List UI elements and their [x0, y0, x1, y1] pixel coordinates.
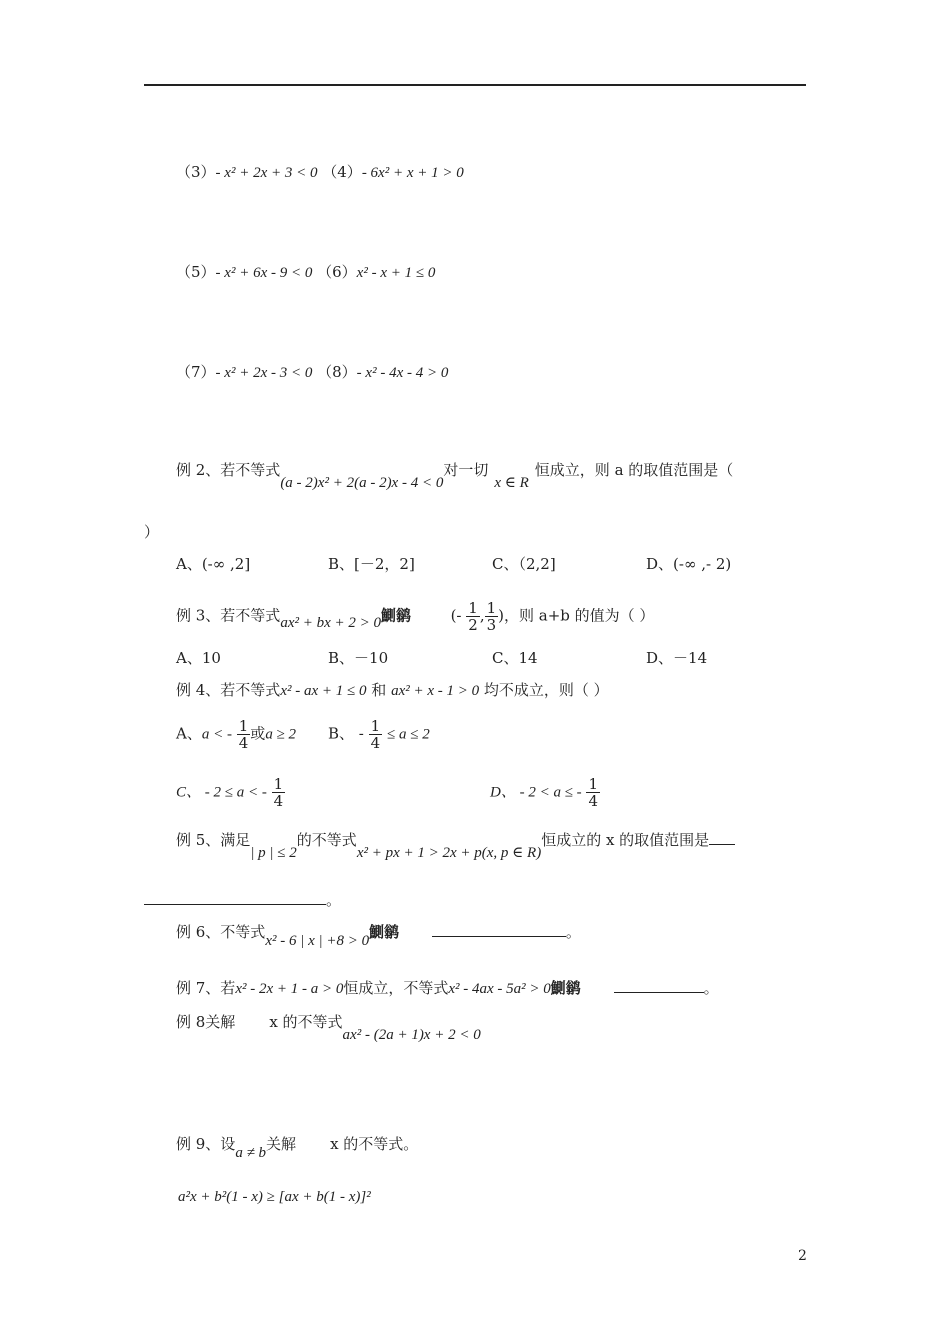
inequality: x² - 2x + 1 - a > 0 — [235, 981, 344, 997]
inequality: - 6x² + x + 1 > 0 — [361, 165, 464, 181]
condition: a ≠ b — [235, 1145, 267, 1161]
sub-item-label: （4） — [322, 163, 362, 181]
text: 。 — [326, 891, 342, 909]
fraction — [466, 600, 480, 633]
sub-item-label: （7） — [176, 363, 216, 381]
denominator: 4 — [273, 792, 284, 810]
sub-item-label: （8） — [317, 363, 357, 381]
text: 例 8关解 — [176, 1013, 236, 1031]
inequality: - x² + 2x + 3 < 0 — [215, 165, 318, 181]
text: ，则 a+b 的值为（ ） — [504, 606, 655, 625]
inequality: - x² + 2x - 3 < 0 — [215, 365, 313, 381]
text: x 的不等式 — [269, 1013, 343, 1031]
garbled-text: 鰂鹟 — [550, 979, 581, 997]
numerator: 1 — [468, 599, 478, 617]
answer-blank[interactable] — [614, 978, 704, 993]
text: 恒成立的 x 的取值范围是 — [541, 831, 710, 849]
option-d: D、(-∞ ,- 2) — [646, 555, 732, 573]
fraction — [237, 718, 251, 751]
option-b — [328, 718, 430, 751]
inequality: x² + px + 1 > 2x + p(x, p ∈ R) — [356, 845, 542, 861]
option-a — [176, 718, 296, 751]
numerator: 1 — [486, 599, 497, 617]
text: 恒成立，不等式 — [343, 979, 449, 997]
text: ) — [498, 606, 505, 625]
option-d — [490, 776, 600, 809]
denominator: 4 — [370, 734, 381, 752]
inequality: x² - 6 | x | +8 > 0 — [265, 933, 370, 949]
example-9-inequality — [178, 1186, 371, 1207]
text: 例 6、不等式 — [176, 923, 266, 941]
sub-item-row-3-4 — [176, 162, 464, 183]
option-c: C、14 — [492, 649, 538, 667]
denominator: 4 — [238, 734, 249, 752]
inequality: a < - — [201, 726, 232, 743]
text: 例 2、若不等式 — [176, 461, 281, 479]
page-number: 2 — [798, 1248, 807, 1264]
example-9-text — [176, 1134, 419, 1161]
header-rule — [144, 84, 806, 86]
inequality: ax² - (2a + 1)x + 2 < 0 — [342, 1027, 481, 1043]
inequality: x² - 4ax - 5a² > 0 — [448, 981, 551, 997]
text: 关解 — [266, 1135, 297, 1153]
text: x 的不等式。 — [330, 1135, 419, 1153]
numerator: 1 — [273, 775, 284, 793]
inequality: - x² - 4x - 4 > 0 — [356, 365, 449, 381]
inequality: a²x + b²(1 - x) ≥ [ax + b(1 - x)]² — [178, 1189, 371, 1205]
condition: x ∈ R — [494, 475, 529, 491]
denominator: 2 — [468, 616, 478, 634]
inequality: x² - x + 1 ≤ 0 — [356, 265, 436, 281]
numerator: 1 — [238, 717, 249, 735]
garbled-text: 鰂鹟 — [381, 606, 412, 625]
option-a: A、10 — [176, 649, 221, 667]
fraction — [485, 600, 499, 633]
fraction — [586, 776, 600, 809]
inequality: x² - ax + 1 ≤ 0 — [280, 683, 367, 699]
text: 例 9、设 — [176, 1135, 236, 1153]
example-6-text — [176, 922, 581, 949]
option-a: A、(-∞ ,2] — [176, 555, 251, 573]
text: 恒成立，则 a 的取值范围是（ — [534, 461, 734, 479]
option-c — [176, 776, 285, 809]
inequality: (a - 2)x² + 2(a - 2)x - 4 < 0 — [280, 475, 444, 491]
text: 例 7、若 — [176, 979, 236, 997]
example-8-text — [176, 1012, 481, 1043]
fraction — [369, 718, 383, 751]
example-2-text — [176, 460, 734, 491]
text: 和 — [371, 681, 387, 699]
example-4-text — [176, 680, 609, 701]
option-d: D、－14 — [646, 649, 708, 667]
sub-item-label: （6） — [317, 263, 357, 281]
sub-item-row-7-8 — [176, 362, 448, 383]
answer-blank[interactable] — [709, 830, 735, 845]
text: 例 3、若不等式 — [176, 606, 281, 625]
sub-item-label: （5） — [176, 263, 216, 281]
garbled-text: 鰂鹟 — [369, 923, 400, 941]
sub-item-label: （3） — [176, 163, 216, 181]
text: , — [479, 606, 485, 625]
numerator: 1 — [588, 775, 599, 793]
denominator: 3 — [486, 616, 497, 634]
answer-blank[interactable] — [144, 890, 326, 905]
text: 或 — [250, 724, 266, 743]
text: (- — [450, 606, 462, 625]
inequality: a ≥ 2 — [265, 726, 297, 743]
example-5-continued — [144, 890, 341, 910]
option-b: B、－10 — [328, 649, 389, 667]
fraction — [272, 776, 286, 809]
inequality: D、 - 2 < a ≤ - — [490, 784, 582, 801]
text: 。 — [703, 979, 719, 997]
inequality: ≤ a ≤ 2 — [386, 726, 430, 743]
closing-paren: ） — [144, 523, 160, 541]
text: 例 4、若不等式 — [176, 681, 281, 699]
inequality: C、 - 2 ≤ a < - — [176, 784, 267, 801]
inequality: - x² + 6x - 9 < 0 — [215, 265, 313, 281]
condition: | p | ≤ 2 — [250, 845, 297, 861]
text: 的不等式 — [296, 831, 357, 849]
option-c: C、（2,2] — [492, 555, 556, 573]
example-7-text — [176, 978, 719, 999]
example-3-text — [176, 600, 654, 633]
text: 。 — [565, 923, 581, 941]
inequality: ax² + bx + 2 > 0 — [280, 614, 381, 631]
example-5-text — [176, 830, 735, 861]
text: 例 5、满足 — [176, 831, 251, 849]
option-b: B、[－2，2] — [328, 555, 415, 573]
numerator: 1 — [370, 717, 381, 735]
text: 对一切 — [443, 461, 489, 479]
text: 均不成立，则（ ） — [483, 681, 609, 699]
text: B、 - — [328, 724, 364, 743]
sub-item-row-5-6 — [176, 262, 435, 283]
denominator: 4 — [588, 792, 599, 810]
text: A、 — [176, 724, 202, 743]
answer-blank[interactable] — [432, 922, 566, 937]
inequality: ax² + x - 1 > 0 — [391, 683, 480, 699]
